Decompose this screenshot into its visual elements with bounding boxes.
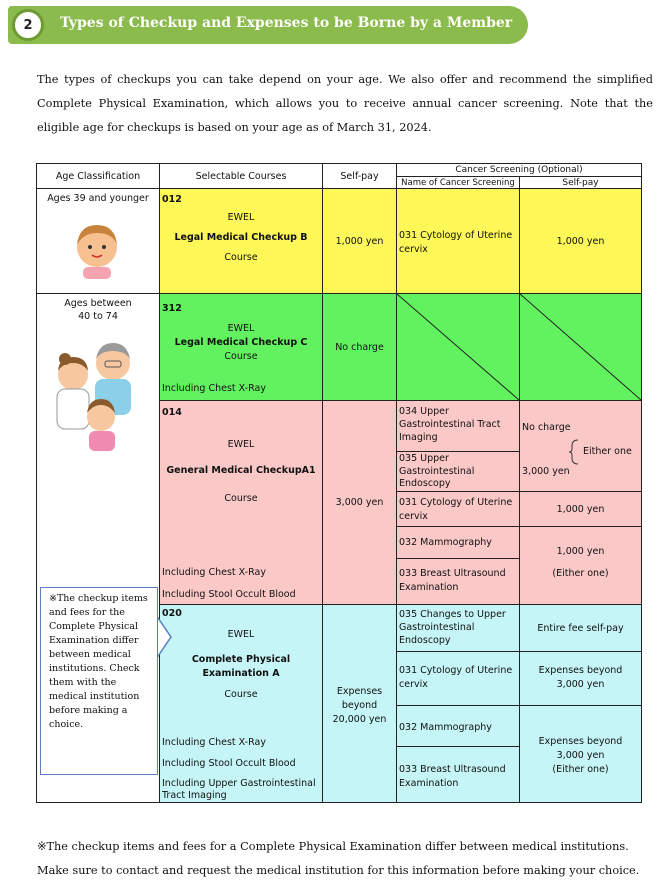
cancer-014-c3-fee: 1,000 yen xyxy=(556,503,605,515)
fee-012: 1,000 yen xyxy=(335,235,384,247)
diagonal-line xyxy=(520,294,641,400)
cancer-020-c4-cell xyxy=(396,746,520,803)
cancer-012-name: 031 Cytology of Uterine cervix xyxy=(399,230,513,255)
section-number: 2 xyxy=(12,9,44,41)
cancer-014-c45-fee: 1,000 yen xyxy=(556,546,605,557)
header-cancer-selfpay-label: Self-pay xyxy=(562,177,599,188)
cancer-014-c2-name: 035 Upper Gastrointestinal Endoscopy xyxy=(399,453,475,489)
course-020-name: Complete Physical Examination A xyxy=(191,654,291,679)
cancer-312-name-cell xyxy=(396,293,520,401)
course-312-brand: EWEL xyxy=(227,323,255,334)
cancer-020-c4-name: 033 Breast Ultrasound Examination xyxy=(399,764,506,789)
course-014-brand: EWEL xyxy=(227,439,255,450)
brace-icon xyxy=(568,439,580,465)
header-cancer-label: Cancer Screening (Optional) xyxy=(455,165,583,175)
header-cancer-name-label: Name of Cancer Screening xyxy=(401,177,515,188)
course-014-incl2: Including Stool Occult Blood xyxy=(162,589,296,600)
cancer-014-c5-cell xyxy=(396,558,520,605)
header-courses-label: Selectable Courses xyxy=(195,170,287,182)
course-312-cell xyxy=(159,293,323,401)
cancer-312-fee-cell xyxy=(519,293,642,401)
course-012-brand: EWEL xyxy=(227,212,255,223)
course-020-brand: EWEL xyxy=(227,629,255,640)
course-014-course: Course xyxy=(224,493,258,504)
age-young-cell xyxy=(36,188,160,294)
cancer-020-c34-note: (Either one) xyxy=(552,764,609,775)
section-header xyxy=(8,6,528,44)
cancer-020-c2-fee: Expenses beyond 3,000 yen xyxy=(538,665,623,690)
footer-note: ※The checkup items and fees for a Complete Physical Examination differ between medical institutions. Make sure to contact and request the medical institution for this information before making your choice. xyxy=(37,840,640,877)
course-312-incl1: Including Chest X-Ray xyxy=(162,383,266,394)
course-014-incl1: Including Chest X-Ray xyxy=(162,567,266,578)
intro-paragraph: The types of checkups you can take depend on your age. We also offer and recommend the simplified Complete Physical Examination, which allows you to receive annual cancer screening. Note that the eligible age for checkups is based on your age as of March 31, 2024. xyxy=(37,73,653,134)
section-title: Types of Checkup and Expenses to be Borne by a Member xyxy=(60,15,513,31)
cancer-014-c3-name: 031 Cytology of Uterine cervix xyxy=(399,497,513,522)
cancer-012-fee-cell xyxy=(519,188,642,294)
cancer-020-c3-cell xyxy=(396,705,520,747)
cancer-014-c4-name: 032 Mammography xyxy=(399,537,492,548)
header-age xyxy=(36,163,160,189)
cancer-020-c1-cell xyxy=(396,604,520,652)
course-312-name: Legal Medical Checkup C xyxy=(174,337,308,348)
age-mid-label: Ages between 40 to 74 xyxy=(64,298,132,322)
course-014-code: 014 xyxy=(162,407,182,418)
cancer-020-c34-fee: Expenses beyond 3,000 yen xyxy=(538,736,623,761)
header-cancer xyxy=(396,163,642,177)
cancer-014-c1-fee: No charge xyxy=(522,422,571,433)
cancer-012-fee: 1,000 yen xyxy=(556,235,605,247)
header-age-label: Age Classification xyxy=(55,170,141,182)
course-020-cell xyxy=(159,604,323,803)
fee-020: Expenses beyond 20,000 yen xyxy=(332,686,387,725)
cancer-020-c1-fee: Entire fee self-pay xyxy=(537,622,624,634)
cancer-020-c1-name: 035 Changes to Upper Gastrointestinal Endoscopy xyxy=(399,609,506,646)
course-312-code: 312 xyxy=(162,303,182,314)
course-020-incl3: Including Upper Gastrointestinal Tract Imaging xyxy=(162,778,316,801)
cancer-014-c1-cell xyxy=(396,400,520,452)
cancer-020-c34-fee-cell xyxy=(519,705,642,803)
course-312-course: Course xyxy=(224,351,258,362)
fee-012-cell xyxy=(322,188,397,294)
age-young-label: Ages 39 and younger xyxy=(47,193,149,204)
course-020-code: 020 xyxy=(162,608,182,619)
cancer-012-name-cell xyxy=(396,188,520,294)
cancer-014-c2-fee: 3,000 yen xyxy=(522,466,570,477)
fee-020-cell xyxy=(322,604,397,803)
course-020-incl2: Including Stool Occult Blood xyxy=(162,758,296,769)
fee-312-cell xyxy=(322,293,397,401)
course-012-cell xyxy=(159,188,323,294)
course-012-code: 012 xyxy=(162,194,182,205)
cancer-020-c2-name: 031 Cytology of Uterine cervix xyxy=(399,665,513,690)
family-illustration xyxy=(49,339,139,459)
callout-text: ※The checkup items and fees for the Complete Physical Examination differ between medical institutions. Check them with the medical institution before making a choice. xyxy=(49,593,148,730)
course-020-course: Course xyxy=(224,689,258,700)
cancer-020-c2-cell xyxy=(396,651,520,706)
either-one-label: Either one xyxy=(583,446,632,457)
callout-note xyxy=(40,587,158,775)
cancer-014-c45-note: (Either one) xyxy=(552,568,609,579)
fee-014-cell xyxy=(322,400,397,605)
course-012-name: Legal Medical Checkup B xyxy=(174,232,308,243)
course-014-name: General Medical CheckupA1 xyxy=(166,465,316,476)
child-illustration xyxy=(69,219,125,279)
cancer-014-c2-cell xyxy=(396,451,520,492)
cancer-020-c3-name: 032 Mammography xyxy=(399,722,492,733)
course-020-incl1: Including Chest X-Ray xyxy=(162,737,266,748)
cancer-014-c3-fee-cell xyxy=(519,491,642,527)
course-014-cell xyxy=(159,400,323,605)
header-selfpay xyxy=(322,163,397,189)
diagonal-line xyxy=(397,294,519,400)
cancer-014-c4-cell xyxy=(396,526,520,559)
cancer-014-c12-fee-cell xyxy=(519,400,642,492)
cancer-014-c45-fee-cell xyxy=(519,526,642,605)
header-selfpay-label: Self-pay xyxy=(340,170,379,182)
cancer-014-c5-name: 033 Breast Ultrasound Examination xyxy=(399,568,506,593)
cancer-014-c1-name: 034 Upper Gastrointestinal Tract Imaging xyxy=(399,406,501,443)
fee-014: 3,000 yen xyxy=(335,497,384,508)
cancer-020-c1-fee-cell xyxy=(519,604,642,652)
cancer-020-c2-fee-cell xyxy=(519,651,642,706)
cancer-014-c3-cell xyxy=(396,491,520,527)
header-courses xyxy=(159,163,323,189)
fee-312: No charge xyxy=(335,341,384,353)
course-012-course: Course xyxy=(224,252,258,263)
